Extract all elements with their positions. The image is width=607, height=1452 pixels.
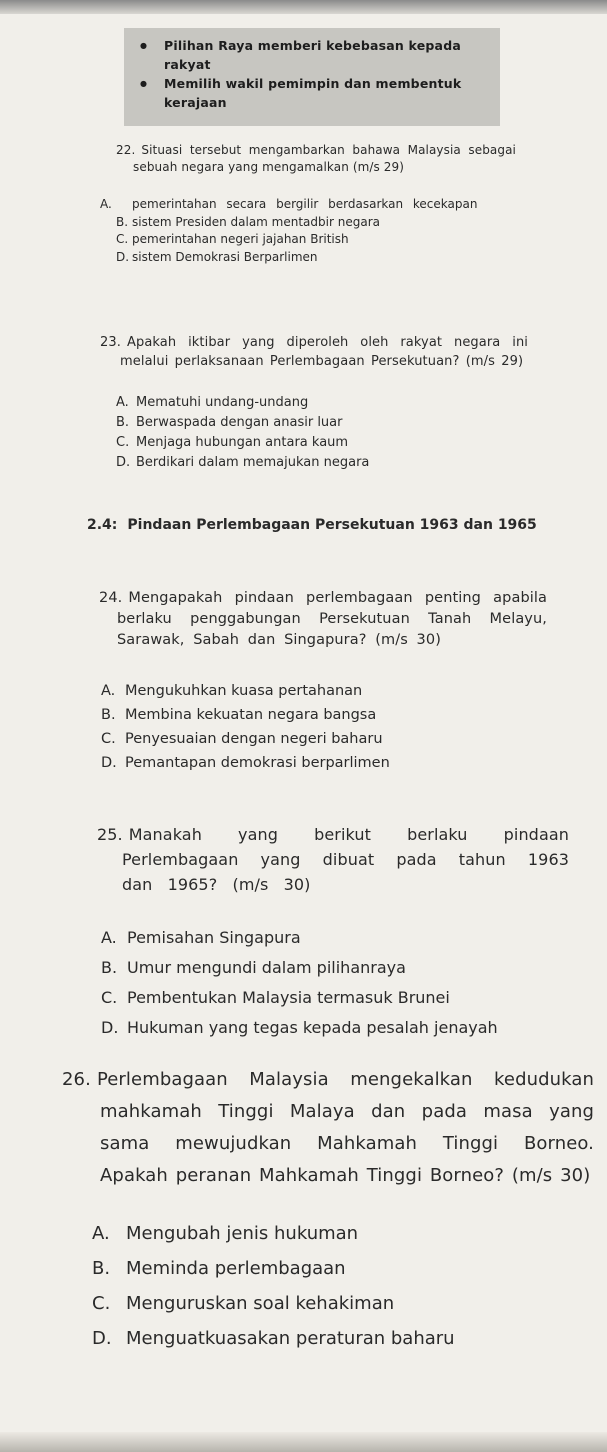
question-25 bbox=[97, 822, 569, 1043]
question-number: 26. bbox=[62, 1069, 91, 1090]
section-heading bbox=[87, 514, 547, 537]
option-c[interactable] bbox=[92, 1286, 594, 1321]
option-letter: B. bbox=[92, 1258, 111, 1279]
option-a[interactable] bbox=[116, 393, 528, 413]
option-a[interactable] bbox=[92, 1216, 594, 1251]
option-text: sistem Demokrasi Berparlimen bbox=[132, 249, 318, 264]
question-body: Manakah yang berikut berlaku pindaan Perlembagaan yang dibuat pada tahun 1963 dan 1965? (m/s 30) bbox=[122, 825, 569, 894]
question-body: Perlembagaan Malaysia mengekalkan kedudukan mahkamah Tinggi Malaya dan pada masa yang sama mewujudkan Mahkamah Tinggi Borneo. Apakah peranan Mahkamah Tinggi Borneo? (m/s 30) bbox=[96, 1069, 594, 1186]
option-text: Umur mengundi dalam pilihanraya bbox=[127, 958, 406, 977]
option-letter: A. bbox=[100, 197, 112, 211]
option-letter: D. bbox=[116, 455, 131, 470]
option-a[interactable] bbox=[100, 196, 516, 214]
option-c[interactable] bbox=[116, 433, 528, 453]
option-text: Menguatkuasakan peraturan baharu bbox=[126, 1328, 455, 1349]
question-text bbox=[99, 588, 547, 651]
option-b[interactable] bbox=[92, 1251, 594, 1286]
option-letter: C. bbox=[101, 731, 116, 747]
option-text: Meminda perlembagaan bbox=[126, 1258, 346, 1279]
option-letter: B. bbox=[116, 415, 130, 430]
option-letter: C. bbox=[116, 232, 129, 246]
option-a[interactable] bbox=[101, 679, 547, 703]
question-number: 24. bbox=[99, 590, 123, 606]
option-letter: C. bbox=[101, 988, 118, 1007]
option-letter: B. bbox=[116, 214, 129, 229]
section-number: 2.4: bbox=[87, 517, 118, 533]
question-body: Situasi tersebut mengambarkan bahawa Malaysia sebagai sebuah negara yang mengamalkan (m/s 29) bbox=[133, 143, 516, 174]
option-d[interactable] bbox=[101, 1013, 569, 1043]
question-number: 25. bbox=[97, 825, 123, 844]
question-body: Mengapakah pindaan perlembagaan penting apabila berlaku penggabungan Persekutuan Tanah Melayu, Sarawak, Sabah dan Singapura? (m/s 30) bbox=[117, 590, 547, 648]
question-text bbox=[100, 334, 528, 371]
option-a[interactable] bbox=[101, 923, 569, 953]
option-b[interactable] bbox=[101, 703, 547, 727]
option-letter: D. bbox=[101, 755, 117, 771]
option-letter: A. bbox=[92, 1223, 110, 1244]
question-24 bbox=[99, 588, 547, 775]
option-letter: B. bbox=[101, 958, 118, 977]
info-item: ● Pilihan Raya memberi kebebasan kepada rakyat bbox=[164, 36, 490, 74]
option-text: Membina kekuatan negara bangsa bbox=[125, 707, 377, 723]
option-b[interactable] bbox=[116, 214, 516, 232]
option-d[interactable] bbox=[116, 453, 528, 473]
option-text: sistem Presiden dalam mentadbir negara bbox=[132, 214, 380, 229]
option-text: pemerintahan secara bergilir berdasarkan kecekapan bbox=[132, 197, 478, 211]
option-text: Pembentukan Malaysia termasuk Brunei bbox=[127, 988, 450, 1007]
option-text: Hukuman yang tegas kepada pesalah jenayah bbox=[127, 1018, 498, 1037]
option-letter: D. bbox=[92, 1328, 112, 1349]
section-title: Pindaan Perlembagaan Persekutuan 1963 dan 1965 bbox=[127, 517, 537, 533]
info-item: ● Memilih wakil pemimpin dan membentuk kerajaan bbox=[164, 74, 490, 112]
question-23 bbox=[100, 334, 528, 473]
option-text: Mengubah jenis hukuman bbox=[126, 1223, 359, 1244]
page-bottom-edge bbox=[0, 1432, 607, 1452]
option-text: Mematuhi undang-undang bbox=[136, 395, 309, 410]
option-b[interactable] bbox=[116, 413, 528, 433]
option-letter: C. bbox=[116, 435, 130, 450]
option-letter: C. bbox=[92, 1293, 111, 1314]
question-text bbox=[97, 822, 569, 897]
info-box bbox=[124, 28, 500, 126]
option-c[interactable] bbox=[101, 983, 569, 1013]
option-text: Menguruskan soal kehakiman bbox=[126, 1293, 395, 1314]
option-letter: B. bbox=[101, 707, 116, 723]
option-text: pemerintahan negeri jajahan British bbox=[132, 232, 349, 246]
option-text: Penyesuaian dengan negeri baharu bbox=[125, 731, 383, 747]
question-22 bbox=[100, 142, 516, 266]
question-body: Apakah iktibar yang diperoleh oleh rakyat negara ini melalui perlaksanaan Perlembagaan Persekutuan? (m/s 29) bbox=[120, 335, 528, 369]
option-c[interactable] bbox=[101, 727, 547, 751]
option-letter: A. bbox=[101, 928, 117, 947]
option-b[interactable] bbox=[101, 953, 569, 983]
option-text: Berwaspada dengan anasir luar bbox=[136, 415, 343, 430]
option-letter: D. bbox=[116, 249, 130, 264]
option-d[interactable] bbox=[101, 751, 547, 775]
option-text: Pemantapan demokrasi berparlimen bbox=[125, 755, 390, 771]
page-top-edge bbox=[0, 0, 607, 14]
question-text bbox=[62, 1064, 594, 1192]
option-text: Menjaga hubungan antara kaum bbox=[136, 435, 349, 450]
option-letter: A. bbox=[116, 395, 129, 410]
option-text: Mengukuhkan kuasa pertahanan bbox=[125, 683, 363, 699]
option-d[interactable] bbox=[92, 1321, 594, 1356]
question-26 bbox=[62, 1064, 594, 1356]
question-text bbox=[116, 142, 516, 176]
option-letter: A. bbox=[101, 683, 116, 699]
option-text: Pemisahan Singapura bbox=[127, 928, 301, 947]
question-number: 22. bbox=[116, 143, 136, 157]
option-text: Berdikari dalam memajukan negara bbox=[136, 455, 370, 470]
option-letter: D. bbox=[101, 1018, 119, 1037]
question-number: 23. bbox=[100, 335, 121, 350]
option-c[interactable] bbox=[116, 231, 516, 249]
option-d[interactable] bbox=[116, 249, 516, 267]
